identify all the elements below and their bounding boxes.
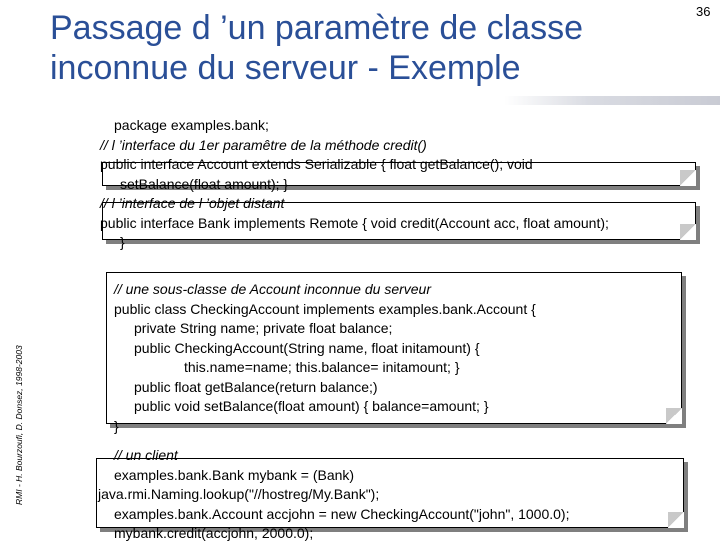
code-comment: // une sous-classe de Account inconnue du serveur [114, 281, 432, 297]
code-line: } [120, 234, 125, 250]
code-line: public class CheckingAccount implements examples.bank.Account { [114, 300, 536, 317]
side-credit: RMI - H. Bourzoufi, D. Donsez, 1998-2003 [14, 345, 24, 505]
code-line: public interface Bank implements Remote { void credit(Account acc, float amount); [100, 214, 609, 231]
code-line: this.name=name; this.balance= initamount; } [184, 359, 460, 375]
code-line: examples.bank.Account accjohn = new CheckingAccount("john", 1000.0); [114, 505, 570, 522]
code-line: public float getBalance(return balance;) [134, 378, 378, 395]
code-line: } [114, 417, 119, 434]
note-fold [666, 408, 682, 424]
code-line: public interface Account extends Serializable { float getBalance(); void [100, 156, 533, 172]
code-block-interfaces [100, 116, 609, 253]
code-block-client [98, 446, 570, 544]
code-comment: // l ’interface de l ’objet distant [100, 195, 285, 211]
code-line: private String name; private float balance; [134, 320, 393, 336]
code-comment: // un client [114, 447, 178, 463]
code-block-subclass [114, 280, 536, 436]
slide-title [50, 8, 670, 88]
code-line: public CheckingAccount(String name, float initamount) { [134, 339, 480, 356]
note-fold [668, 512, 684, 528]
title-divider [0, 96, 720, 105]
code-line: setBalance(float amount); } [120, 175, 289, 192]
code-line: java.rmi.Naming.lookup("//hostreg/My.Bank"); [98, 486, 380, 502]
slide-number: 36 [696, 4, 711, 19]
note-fold [680, 170, 696, 186]
code-line: examples.bank.Bank mybank = (Bank) [114, 466, 355, 483]
note-fold [680, 224, 696, 240]
code-comment: // l ’interface du 1er paramêtre de la méthode credit() [100, 136, 427, 153]
title-line-2: inconnue du serveur - Exemple [50, 49, 521, 87]
title-line-1: Passage d ’un paramètre de classe [50, 9, 583, 47]
code-line: public void setBalance(float amount) { balance=amount; } [134, 398, 489, 414]
code-line: mybank.credit(accjohn, 2000.0); [114, 525, 314, 541]
code-line: package examples.bank; [114, 117, 269, 133]
